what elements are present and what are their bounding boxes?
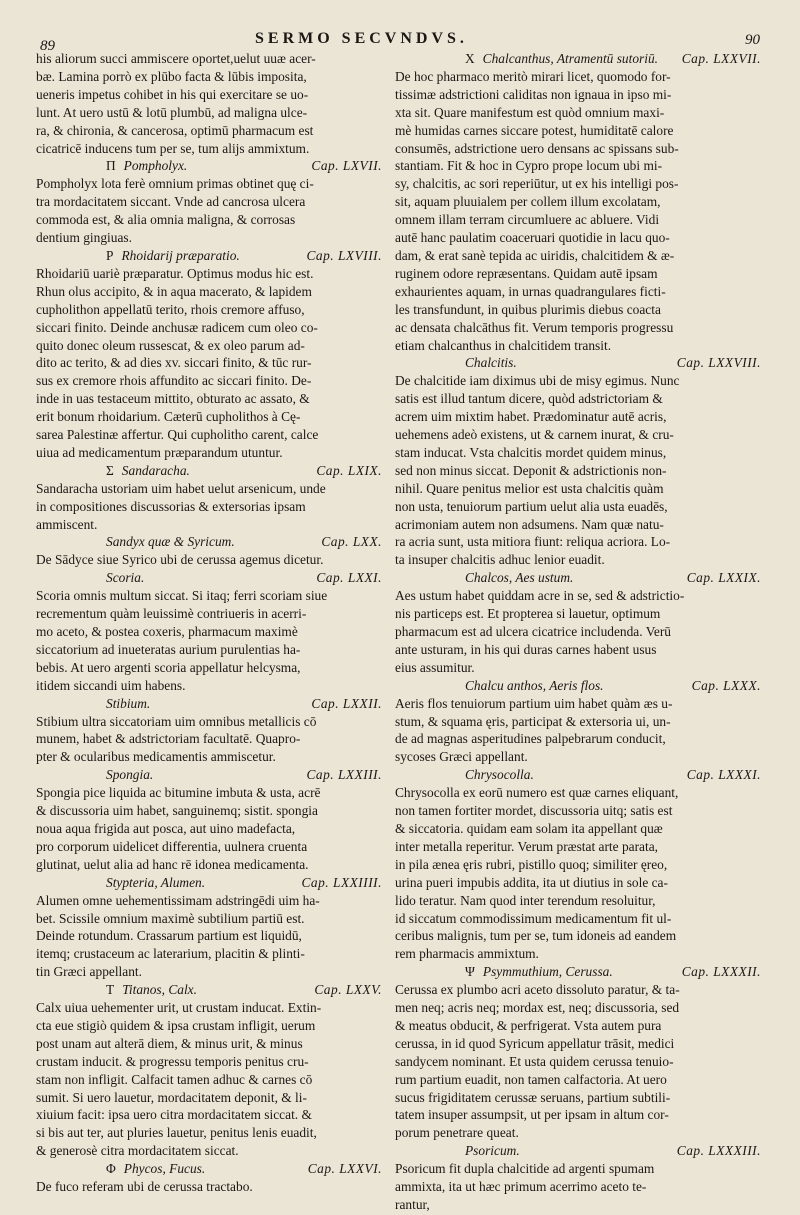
- text-line: stam inducat. Vsta chalcitis mordet quidem minus,: [395, 444, 667, 460]
- text-line: de ad magnas asperitudines palpebrarum conducit,: [395, 731, 666, 747]
- text-line: non tamen fortiter mordet, discussoria uitq; satis est: [395, 803, 673, 819]
- chapter-title-group: [106, 533, 235, 551]
- text-line: cicatricē inducens tum per se, tum alijs ammixtum.: [36, 140, 310, 156]
- text-line: mo aceto, & postea coxeris, pharmacum maximè: [36, 624, 298, 639]
- chapter-title-group: [106, 247, 240, 265]
- chapter-title: Pompholyx.: [123, 158, 188, 174]
- text-line: dentium gingiuas.: [36, 230, 132, 246]
- text-line: autē hanc paulatim coaceruari quotidie in lacu quo-: [395, 230, 670, 246]
- text-line: satis est illud tantum dicere, quòd adstrictoriam &: [395, 391, 663, 407]
- chapter-title-group: [106, 157, 187, 175]
- text-line: omnem illam terram circumluere ac abluere. Vidi: [395, 212, 660, 228]
- greek-letter-mark: Ψ: [465, 964, 475, 980]
- text-line: siccatorium ad inueteratas aurium purulentias ha-: [36, 641, 301, 657]
- text-line: Aes ustum habet quiddam acre in se, sed & adstrictio-: [395, 588, 685, 604]
- text-line: ammiscent.: [36, 516, 98, 532]
- text-line: bæ. Lamina porrò ex plūbo facta & lūbis imposita,: [36, 68, 307, 84]
- text-line: acrimoniam autem non adsumens. Nam quæ natu-: [395, 516, 664, 532]
- text-line: De hoc pharmaco meritò mirari licet, quomodo for-: [395, 68, 671, 84]
- chapter-title-group: [465, 766, 534, 784]
- text-line: id siccatum commodissimum medicamentum fit ul-: [395, 910, 672, 926]
- greek-letter-mark: Φ: [106, 1161, 116, 1177]
- chapter-title: Scoria.: [106, 570, 145, 586]
- chapter-number: Cap. LXXVII.: [681, 51, 761, 66]
- text-line: crustam inducit. & progressu temporis penitus cru-: [36, 1053, 309, 1069]
- chapter-heading: [36, 462, 388, 480]
- text-line: nis particeps est. Et propterea si lauetur, optimum: [395, 606, 661, 622]
- text-line: & meatus obducit, & perfrigerat. Vsta autem pura: [395, 1017, 662, 1033]
- text-line: sy, chalcitis, ac sori reperiūtur, ut ex his intelligi pos-: [395, 176, 679, 192]
- right-text-column: [395, 50, 767, 1214]
- text-line: Deinde rotundum. Crassarum partium est liquidū,: [36, 928, 302, 944]
- chapter-title: Psymmuthium, Cerussa.: [482, 964, 613, 980]
- greek-letter-mark: Σ: [106, 462, 114, 478]
- text-line: siccari finito. Deinde anchusæ radicem cum oleo co-: [36, 319, 318, 335]
- text-line: sucus frigiditatem cerussæ seruans, partium subtili-: [395, 1089, 671, 1105]
- chapter-number: Cap. LXXII.: [311, 695, 382, 711]
- chapter-number: Cap. LXXXIII.: [676, 1143, 761, 1159]
- text-line: his aliorum succi ammiscere oportet,uelut uuæ acer-: [36, 51, 316, 66]
- text-line: recrementum quàm leuissimè contriueris in acerri-: [36, 606, 307, 622]
- greek-letter-mark: Π: [106, 158, 116, 174]
- text-line: lunt. At uero ustū & lotū plumbū, ad maligna ulce-: [36, 104, 308, 120]
- text-line: inde in uas testaceum mittito, obturato ac assato, &: [36, 391, 310, 407]
- chapter-title: Chrysocolla.: [465, 767, 534, 783]
- chapter-title: Phycos, Fucus.: [123, 1161, 206, 1177]
- text-line: rum partium euadit, non tamen calfactoria. At uero: [395, 1071, 667, 1087]
- chapter-title-group: [465, 354, 517, 372]
- text-line: ueneris impetus cohibet in his qui exercitare se uo-: [36, 86, 309, 102]
- text-line: sandycem nominant. Et usta quidem cerussa tenuio-: [395, 1053, 674, 1069]
- chapter-heading: [395, 766, 767, 784]
- text-line: Rhun olus accipito, & in aqua macerato, & lapidem: [36, 283, 312, 299]
- chapter-title-group: [106, 462, 190, 480]
- text-line: itidem siccandi uim habens.: [36, 677, 186, 693]
- text-line: porum penetrare queat.: [395, 1125, 519, 1141]
- text-line: & discussoria uim habet, sanguinemq; sistit. spongia: [36, 803, 318, 819]
- text-line: stum, & squama ęris, participat & extersoria ui, un-: [395, 713, 671, 729]
- text-line: itemq; crustaceum ac laterarium, placitin & plinti-: [36, 946, 305, 962]
- text-line: les transfundunt, in quibus plurimis diebus coacta: [395, 301, 661, 317]
- text-line: & siccatoria. quidam eam solam ita appellant quæ: [395, 820, 663, 836]
- chapter-heading: [36, 157, 388, 175]
- text-line: Aeris flos tenuiorum partium uim habet quàm æs u-: [395, 695, 673, 711]
- text-line: non usta, tenuiorum partium uelut alia usta euadēs,: [395, 498, 668, 514]
- chapter-number: Cap. LXXI.: [316, 570, 382, 586]
- text-line: Psoricum fit dupla chalcitide ad argenti spumam: [395, 1161, 655, 1177]
- text-line: tin Græci appellant.: [36, 964, 142, 980]
- text-line: si bis aut ter, aut pluries lauetur, penitus lenis euadit,: [36, 1125, 317, 1141]
- running-head: [40, 30, 760, 52]
- chapter-title: Stypteria, Alumen.: [106, 874, 206, 890]
- chapter-title-group: [106, 1160, 205, 1178]
- text-line: pter & ocularibus medicamentis ammiscetur.: [36, 749, 276, 765]
- left-text-column: [36, 50, 388, 1196]
- text-line: Calx uiua uehementer urit, ut crustam inducat. Extin-: [36, 1000, 322, 1016]
- text-line: in pila ænea ęris rubri, pistillo quoq; similiter ęreo,: [395, 856, 668, 872]
- text-line: Cerussa ex plumbo acri aceto dissoluto paratur, & ta-: [395, 982, 680, 998]
- text-line: erit bonum rhoidarium. Cæterū cupholithos à Cę-: [36, 409, 301, 425]
- chapter-heading: [36, 766, 388, 784]
- text-line: inter metalla reperitur. Verum præstat arte parata,: [395, 838, 658, 854]
- text-line: dito ac terito, & ad dies xv. siccari finito, & tūc rur-: [36, 355, 312, 371]
- text-line: xta sit. Quare manifestum est quòd omnium maxi-: [395, 104, 665, 120]
- text-line: Rhoidariū uariè præparatur. Optimus modus hic est.: [36, 265, 314, 281]
- chapter-number: Cap. LXXIIII.: [301, 874, 382, 890]
- text-line: sumit. Si uero lauetur, mordacitatem deponit, & li-: [36, 1089, 307, 1105]
- text-line: stam non infligit. Calfacit tamen adhuc & carnes cō: [36, 1071, 313, 1087]
- chapter-title: Chalcitis.: [465, 355, 517, 371]
- text-line: ante usturam, in his qui duras carnes habent usus: [395, 641, 657, 657]
- text-line: xiuium facit: ipsa uero citra mordacitatem siccat. &: [36, 1107, 312, 1123]
- chapter-heading: [36, 247, 388, 265]
- text-line: exhaurientes aquam, in urnas quadrangulares ficti-: [395, 283, 666, 299]
- chapter-title-group: [106, 569, 144, 587]
- chapter-number: Cap. LXXVI.: [307, 1161, 382, 1177]
- chapter-title: Chalcanthus, Atramentū sutoriū.: [482, 51, 658, 66]
- text-line: ac densata chalcāthus fit. Verum temporis progressu: [395, 319, 674, 335]
- chapter-title: Sandyx quæ & Syricum.: [106, 534, 235, 550]
- text-line: glutinat, uelut alia ad hanc rē idonea medicamenta.: [36, 856, 309, 872]
- chapter-title-group: [106, 874, 205, 892]
- text-line: tra mordacitatem siccant. Vnde ad cancrosa ulcera: [36, 194, 306, 210]
- text-line: Scoria omnis multum siccat. Si itaq; ferri scoriam siue: [36, 588, 328, 604]
- text-line: Sandaracha ustoriam uim habet uelut arsenicum, unde: [36, 480, 326, 496]
- chapter-number: Cap. LXXIX.: [686, 570, 761, 586]
- chapter-title-group: [106, 766, 153, 784]
- text-line: acrem uim mixtim habet. Prædominatur autē acris,: [395, 409, 667, 425]
- chapter-title: Chalcu anthos, Aeris flos.: [465, 677, 604, 693]
- chapter-heading: [36, 569, 388, 587]
- text-line: mè humidas carnes siccare potest, humiditatē calore: [395, 122, 674, 138]
- greek-letter-mark: T: [106, 982, 115, 998]
- text-line: urina pueri impubis addita, ita ut diutius in sole ca-: [395, 874, 668, 890]
- chapter-title: Psoricum.: [465, 1143, 520, 1159]
- chapter-title-group: [106, 695, 150, 713]
- chapter-heading: [36, 533, 388, 551]
- text-line: sus ex cremore rhois affundito ac siccari finito. De-: [36, 373, 312, 389]
- chapter-number: Cap. LXXXI.: [686, 767, 761, 783]
- chapter-heading: [395, 1142, 767, 1160]
- chapter-title-group: [465, 677, 604, 695]
- chapter-title: Stibium.: [106, 695, 151, 711]
- text-line: pro corporum uidelicet differentia, uulnera cruenta: [36, 838, 308, 854]
- text-line: uehemens adeò existens, ut & carnem inurat, & cru-: [395, 427, 674, 443]
- chapter-heading: [36, 695, 388, 713]
- text-line: De Sādyce siue Syrico ubi de cerussa agemus dicetur.: [36, 552, 324, 568]
- chapter-title: Chalcos, Aes ustum.: [465, 570, 574, 586]
- text-line: ta insuper chalcitis adhuc lenior euadit.: [395, 552, 605, 568]
- text-line: ra, & chironia, & cancerosa, optimū pharmacum est: [36, 122, 314, 138]
- text-line: sed non minus siccat. Deponit & adstrictionis non-: [395, 462, 667, 478]
- text-line: stantiam. Fit & hoc in Cypro prope locum ubi mi-: [395, 158, 663, 174]
- text-line: lido teratur. Nam quod inter terendum resoluitur,: [395, 892, 656, 908]
- text-line: ceribus malignis, tum per se, tum idoneis ad eandem: [395, 928, 677, 944]
- text-line: & generosè citra mordacitatem siccat.: [36, 1143, 239, 1159]
- chapter-number: Cap. LXXXII.: [681, 964, 761, 980]
- text-line: De chalcitide iam diximus ubi de misy egimus. Nunc: [395, 373, 680, 389]
- chapter-heading: [36, 1160, 388, 1178]
- text-line: dam, & erat sanè tepida ac uiridis, chalcitidem & æ-: [395, 247, 675, 263]
- chapter-title: Rhoidarij præparatio.: [121, 247, 240, 263]
- page-number-right: 90: [745, 32, 760, 48]
- text-line: Chrysocolla ex eorū numero est quæ carnes eliquant,: [395, 785, 679, 801]
- text-line: rem pharmacis ammixtum.: [395, 946, 539, 962]
- greek-letter-mark: X: [465, 51, 475, 66]
- text-line: sit, aquam pluuialem per collem illum excolatam,: [395, 194, 661, 210]
- text-line: cupholithon appellatū terito, rhois cremore affuso,: [36, 301, 305, 317]
- text-line: eius assumitur.: [395, 659, 475, 675]
- text-line: sarea Palestinæ affertur. Qui cupholitho carent, calce: [36, 427, 319, 443]
- page-number-left: 89: [40, 38, 55, 54]
- chapter-number: Cap. LXXX.: [691, 677, 761, 693]
- text-line: Spongia pice liquida ac bitumine imbuta & usta, acrē: [36, 785, 321, 801]
- text-line: Stibium ultra siccatoriam uim omnibus metallicis cō: [36, 713, 317, 729]
- chapter-number: Cap. LXIX.: [316, 462, 382, 478]
- chapter-heading: [395, 677, 767, 695]
- text-line: noua aqua frigida aut posca, aut uino madefacta,: [36, 820, 296, 836]
- text-line: Alumen omne uehementissimam adstringēdi uim ha-: [36, 892, 320, 908]
- chapter-number: Cap. LXVII.: [311, 158, 382, 174]
- text-line: etiam chalcanthus in chalcitidem transit.: [395, 337, 612, 353]
- text-line: uiua ad medicamentum præparandum utuntur.: [36, 444, 283, 460]
- text-line: Pompholyx lota ferè omnium primas obtinet quę ci-: [36, 176, 314, 192]
- chapter-title-group: [465, 963, 613, 981]
- text-line: munem, habet & adstrictoriam facultatē. Quapro-: [36, 731, 301, 747]
- text-line: men neq; acris neq; mordax est, neq; discussoria, sed: [395, 1000, 680, 1016]
- chapter-title: Titanos, Calx.: [122, 982, 197, 998]
- chapter-heading: [395, 569, 767, 587]
- text-line: bet. Scissile omnium maximè subtilium partiū est.: [36, 910, 305, 926]
- chapter-title-group: [465, 1142, 520, 1160]
- text-line: sycoses Græci appellant.: [395, 749, 528, 765]
- text-line: pharmacum est ad ulcera cicatrice includenda. Verū: [395, 624, 671, 639]
- greek-letter-mark: P: [106, 247, 114, 263]
- chapter-number: Cap. LXXV.: [314, 982, 382, 998]
- chapter-title-group: [465, 569, 573, 587]
- text-line: tatem insuper assumpsit, ut per ipsam in altum cor-: [395, 1107, 669, 1123]
- chapter-heading: [395, 354, 767, 372]
- text-line: tissimæ adstrictioni caliditas non ignaua in ipso mi-: [395, 86, 672, 102]
- text-line: cerussa, in id quod Syricum appellatur trāsit, medici: [395, 1035, 675, 1051]
- text-line: in compositiones discussorias & extersorias ipsam: [36, 498, 306, 514]
- chapter-number: Cap. LXXVIII.: [676, 355, 761, 371]
- chapter-heading: [395, 963, 767, 981]
- page-title: SERMO SECVNDVS.: [255, 30, 468, 47]
- chapter-heading: [36, 874, 388, 892]
- text-line: commoda est, & alia omnia maligna, & corrosas: [36, 212, 296, 228]
- chapter-heading: [395, 50, 767, 68]
- text-line: nihil. Quare penitus melior est usta chalcitis quàm: [395, 480, 664, 496]
- text-line: ruginem odore repræsentans. Quidam autē ipsam: [395, 265, 658, 281]
- text-line: quito donec oleum russescat, & ex oleo parum ad-: [36, 337, 305, 353]
- chapter-number: Cap. LXXIII.: [306, 767, 382, 783]
- text-line: bebis. At uero argenti scoria appellatur helcysma,: [36, 659, 301, 675]
- chapter-title: Sandaracha.: [121, 462, 190, 478]
- chapter-title-group: [465, 50, 658, 68]
- text-line: De fuco referam ubi de cerussa tractabo.: [36, 1179, 253, 1195]
- chapter-title: Spongia.: [106, 767, 154, 783]
- text-line: ra acria sunt, usta mitiora fiunt: reliqua acriora. Lo-: [395, 534, 671, 550]
- chapter-title-group: [106, 981, 197, 999]
- text-line: ammixta, ita ut hæc primum acerrimo aceto te-: [395, 1179, 647, 1195]
- text-line: cta eue stigiò quidem & ipsa crustam infligit, uerum: [36, 1017, 316, 1033]
- chapter-heading: [36, 981, 388, 999]
- chapter-number: Cap. LXX.: [321, 534, 382, 550]
- text-line: consumēs, adstrictione uero densans ac spissans sub-: [395, 140, 679, 156]
- text-line: post unam aut alterā diem, & minus urit, & minus: [36, 1035, 303, 1051]
- chapter-number: Cap. LXVIII.: [306, 247, 382, 263]
- text-line: rantur,: [395, 1197, 430, 1212]
